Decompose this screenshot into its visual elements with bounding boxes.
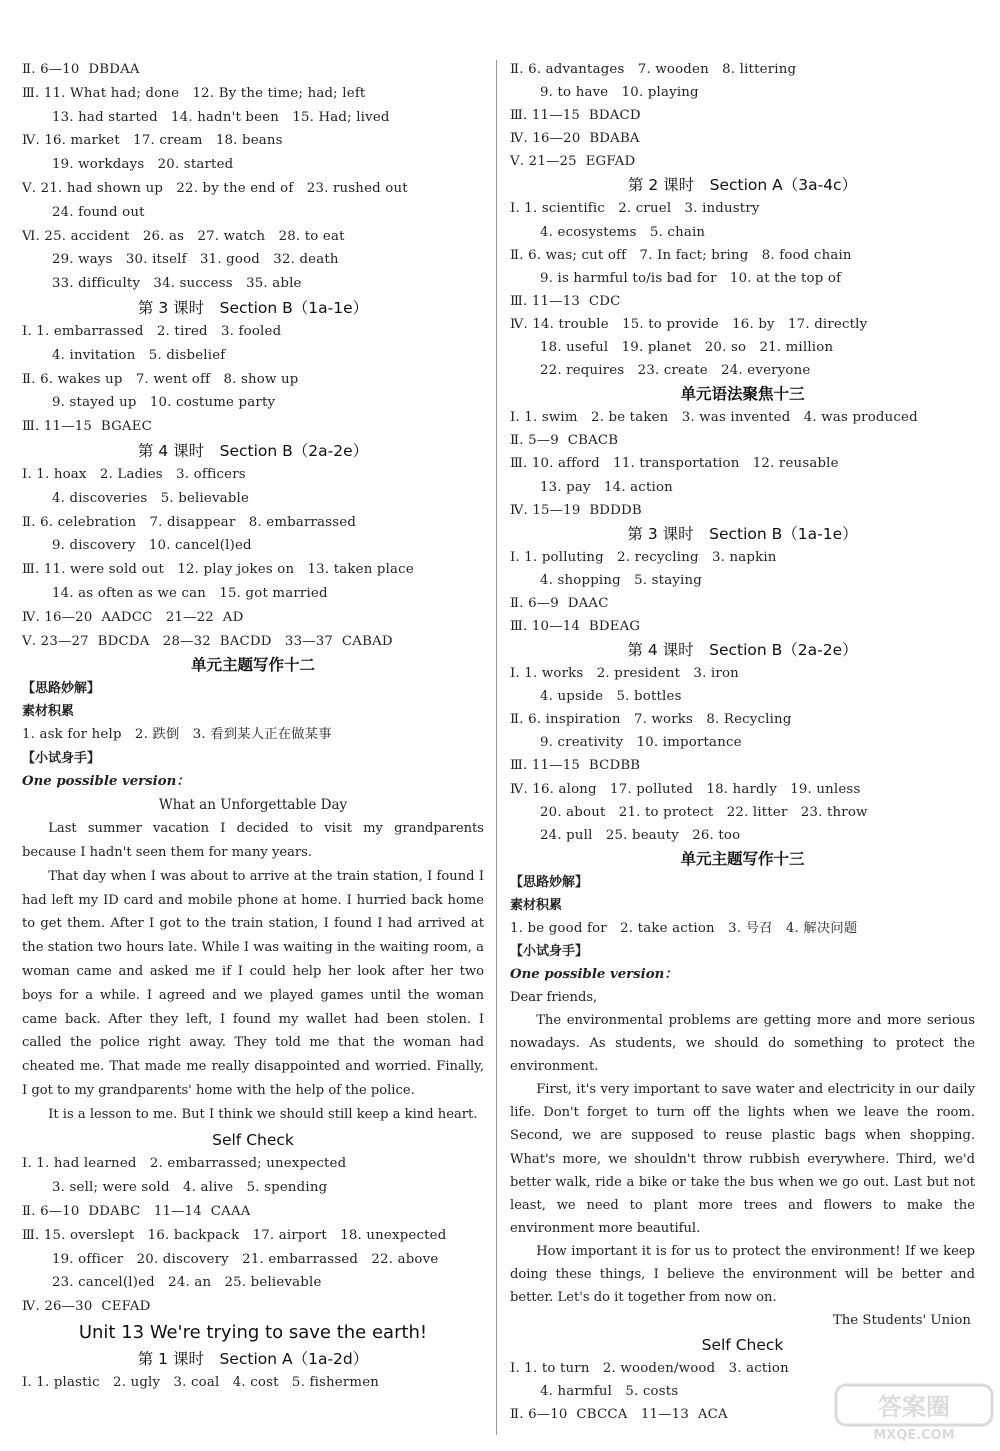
answer-line: Ⅰ. 1. works 2. president 3. iron bbox=[510, 666, 739, 682]
answer-line: 13. pay 14. action bbox=[540, 479, 673, 495]
answers-block bbox=[510, 546, 975, 638]
answer-line: Ⅰ. 1. plastic 2. ugly 3. coal 4. cost 5. fishermen bbox=[22, 1375, 380, 1391]
answer-line: 19. workdays 20. started bbox=[52, 157, 234, 173]
answer-line: Ⅳ. 15—19 BDDDB bbox=[510, 502, 642, 518]
answer-line: 9. to have 10. playing bbox=[540, 85, 699, 101]
unit-heading: Unit 13 We're trying to save the earth! bbox=[78, 1322, 428, 1344]
answer-line: 4. discoveries 5. believable bbox=[52, 490, 250, 506]
answer-line: Ⅰ. 1. to turn 2. wooden/wood 3. action bbox=[510, 1361, 789, 1377]
answer-line: 22. requires 23. create 24. everyone bbox=[540, 363, 811, 379]
material-line: 1. be good for 2. take action 3. 号召 4. 解决问题 bbox=[510, 920, 858, 936]
answer-line: Ⅳ. 16. along 17. polluted 18. hardly 19. unless bbox=[510, 781, 861, 797]
answer-line: 18. useful 19. planet 20. so 21. million bbox=[540, 340, 834, 356]
answer-line: Ⅱ. 6—10 CBCCA 11—13 ACA bbox=[510, 1407, 728, 1423]
answer-line: 20. about 21. to protect 22. litter 23. throw bbox=[540, 804, 868, 820]
answer-line: 29. ways 30. itself 31. good 32. death bbox=[52, 252, 339, 268]
answer-line: Ⅴ. 21. had shown up 22. by the end of 23. rushed out bbox=[22, 180, 408, 196]
bracket-label: 【思路妙解】 bbox=[22, 681, 101, 697]
answer-line: Ⅰ. 1. polluting 2. recycling 3. napkin bbox=[510, 549, 777, 565]
answer-line: 4. shopping 5. staying bbox=[540, 572, 702, 588]
section-heading: 第 2 课时 Section A（3a-4c） bbox=[627, 176, 858, 195]
answer-line: 9. is harmful to/is bad for 10. at the top of bbox=[540, 270, 842, 286]
answer-line: 33. difficulty 34. success 35. able bbox=[52, 276, 302, 292]
answer-line: Ⅴ. 23—27 BDCDA 28—32 BACDD 33—37 CABAD bbox=[22, 633, 393, 649]
answer-line: Ⅱ. 6—10 DBDAA bbox=[22, 62, 140, 77]
answer-line: Ⅲ. 11. were sold out 12. play jokes on 13. taken place bbox=[22, 562, 414, 578]
sub-label: 素材积累 bbox=[22, 704, 75, 720]
answer-line: 4. upside 5. bottles bbox=[540, 689, 682, 705]
answer-line: Ⅱ. 6. inspiration 7. works 8. Recycling bbox=[510, 712, 792, 728]
essay-paragraph: How important it is for us to protect the environment! If we keep doing these things, I believe the environment will be better and better. Let's do it together from now on. bbox=[510, 1243, 975, 1306]
answer-line: 23. cancel(l)ed 24. an 25. believable bbox=[52, 1275, 322, 1291]
answers-block bbox=[22, 463, 484, 653]
answers-block bbox=[510, 406, 975, 521]
self-check-heading: Self Check bbox=[701, 1336, 784, 1355]
answer-line: Ⅲ. 11—15 BGAEC bbox=[22, 419, 152, 435]
self-check-heading: Self Check bbox=[212, 1131, 294, 1150]
answer-line: Ⅳ. 14. trouble 15. to provide 16. by 17. directly bbox=[510, 316, 868, 332]
answer-line: 4. ecosystems 5. chain bbox=[540, 224, 706, 240]
possible-version-label: One possible version： bbox=[22, 774, 190, 790]
answer-line: Ⅲ. 10. afford 11. transportation 12. reusable bbox=[510, 456, 839, 472]
answer-line: Ⅲ. 11—15 BDACD bbox=[510, 108, 641, 124]
answer-line: Ⅲ. 11. What had; done 12. By the time; had; left bbox=[22, 85, 366, 101]
letter-signature: The Students' Union bbox=[832, 1313, 971, 1329]
answer-line: 14. as often as we can 15. got married bbox=[52, 585, 328, 601]
right-column bbox=[510, 58, 975, 1427]
watermark-url: MXQE.COM bbox=[873, 1428, 955, 1443]
answer-line: Ⅳ. 26—30 CEFAD bbox=[22, 1299, 151, 1315]
answers-block bbox=[22, 320, 484, 439]
answer-line: Ⅲ. 11—13 CDC bbox=[510, 293, 621, 309]
answer-line: Ⅱ. 6. was; cut off 7. In fact; bring 8. food chain bbox=[510, 247, 852, 263]
essay-paragraph: Last summer vacation I decided to visit my grandparents because I hadn't seen them for many years. bbox=[22, 821, 484, 860]
section-heading: 第 1 课时 Section A（1a-2d） bbox=[137, 1350, 369, 1369]
answer-line: Ⅱ. 6—9 DAAC bbox=[510, 595, 609, 611]
answer-line: 9. discovery 10. cancel(l)ed bbox=[52, 538, 252, 554]
answers-block bbox=[22, 1152, 484, 1319]
essay-paragraph: The environmental problems are getting more and more serious nowadays. As students, we should do something to protect the environment. bbox=[510, 1013, 975, 1075]
answer-line: 9. stayed up 10. costume party bbox=[52, 395, 276, 411]
answer-line: Ⅱ. 6. advantages 7. wooden 8. littering bbox=[510, 62, 797, 77]
answer-line: Ⅲ. 11—15 BCDBB bbox=[510, 758, 641, 774]
section-heading: 第 3 课时 Section B（1a-1e） bbox=[137, 298, 369, 317]
answers-block bbox=[510, 197, 975, 382]
left-column bbox=[22, 58, 484, 1395]
possible-version-label: One possible version： bbox=[510, 966, 678, 982]
answer-line: Ⅰ. 1. swim 2. be taken 3. was invented 4. was produced bbox=[510, 410, 918, 426]
answer-line: Ⅱ. 6. celebration 7. disappear 8. embarrassed bbox=[22, 514, 357, 530]
answer-line: 4. harmful 5. costs bbox=[540, 1384, 679, 1400]
essay-paragraph: That day when I was about to arrive at the train station, I found I had left my ID card and mobile phone at home. I hurried back home to get them. After I got to the train station, I found I had arrived at the station two hours late. While I was waiting in the waiting room, a woman came and asked me if I could help her look after her two boys for a while. I agreed and we played games until the woman came back. After they left, I found my wallet had been stolen. I called the police right away. They told me that the woman had cheated me. That made me really disappointed and worried. Finally, I got to my grandparents' home with the help of the police. bbox=[22, 868, 484, 1098]
column-divider bbox=[496, 60, 497, 1435]
section-heading: 第 4 课时 Section B（2a-2e） bbox=[137, 441, 369, 460]
answer-line: 9. creativity 10. importance bbox=[540, 735, 742, 751]
answers-block bbox=[510, 58, 975, 173]
letter-salutation: Dear friends, bbox=[510, 989, 598, 1005]
writing-heading: 单元主题写作十二 bbox=[190, 656, 315, 675]
answer-line: Ⅳ. 16—20 AADCC 21—22 AD bbox=[22, 609, 244, 625]
answer-line: 24. found out bbox=[52, 204, 145, 220]
answers-block bbox=[22, 58, 484, 296]
answer-line: Ⅰ. 1. scientific 2. cruel 3. industry bbox=[510, 201, 760, 217]
answer-line: Ⅰ. 1. embarrassed 2. tired 3. fooled bbox=[22, 323, 282, 339]
answer-line: Ⅰ. 1. hoax 2. Ladies 3. officers bbox=[22, 466, 246, 482]
grammar-heading: 单元语法聚焦十三 bbox=[680, 385, 805, 404]
answer-line: 19. officer 20. discovery 21. embarrassed 22. above bbox=[52, 1251, 439, 1267]
watermark-text: 答案圈 bbox=[878, 1393, 950, 1421]
bracket-label: 【小试身手】 bbox=[22, 751, 101, 767]
writing-heading: 单元主题写作十三 bbox=[680, 849, 805, 868]
material-line: 1. ask for help 2. 跌倒 3. 看到某人正在做某事 bbox=[22, 727, 332, 743]
answer-line: 3. sell; were sold 4. alive 5. spending bbox=[52, 1180, 328, 1196]
answer-line: Ⅱ. 6—10 DDABC 11—14 CAAA bbox=[22, 1204, 251, 1220]
essay-title: What an Unforgettable Day bbox=[158, 797, 348, 814]
section-heading: 第 4 课时 Section B（2a-2e） bbox=[627, 641, 858, 660]
bracket-label: 【小试身手】 bbox=[510, 943, 589, 959]
answer-line: Ⅵ. 25. accident 26. as 27. watch 28. to eat bbox=[22, 228, 345, 244]
answer-line: Ⅱ. 6. wakes up 7. went off 8. show up bbox=[22, 371, 299, 387]
answer-line: 24. pull 25. beauty 26. too bbox=[540, 827, 741, 843]
essay-paragraph: It is a lesson to me. But I think we should still keep a kind heart. bbox=[48, 1106, 478, 1122]
watermark-logo bbox=[834, 1381, 994, 1443]
answer-line: Ⅱ. 5—9 CBACB bbox=[510, 433, 619, 449]
bracket-label: 【思路妙解】 bbox=[510, 874, 589, 890]
answers-block bbox=[510, 662, 975, 847]
answer-line: Ⅲ. 10—14 BDEAG bbox=[510, 618, 641, 634]
answer-line: Ⅳ. 16—20 BDABA bbox=[510, 131, 640, 147]
answer-line: Ⅴ. 21—25 EGFAD bbox=[510, 154, 636, 170]
essay-paragraph: First, it's very important to save water and electricity in our daily life. Don't forget to turn off the lights when we leave the room. Second, we are supposed to reuse plastic bags when shopping. What's more, we shouldn't throw rubbish everywhere. Third, we'd better walk, ride a bike or take the bus when we go out. Last but not least, we need to plant more trees and flowers to make the environment more beautiful. bbox=[510, 1082, 975, 1236]
answer-line: Ⅲ. 15. overslept 16. backpack 17. airport 18. unexpected bbox=[22, 1227, 447, 1243]
section-heading: 第 3 课时 Section B（1a-1e） bbox=[627, 524, 858, 543]
answer-line: 13. had started 14. hadn't been 15. Had; lived bbox=[52, 109, 390, 125]
answer-line: Ⅰ. 1. had learned 2. embarrassed; unexpected bbox=[22, 1156, 347, 1172]
answer-line: Ⅳ. 16. market 17. cream 18. beans bbox=[22, 133, 283, 149]
sub-label: 素材积累 bbox=[510, 897, 563, 913]
answer-line: 4. invitation 5. disbelief bbox=[52, 347, 226, 363]
